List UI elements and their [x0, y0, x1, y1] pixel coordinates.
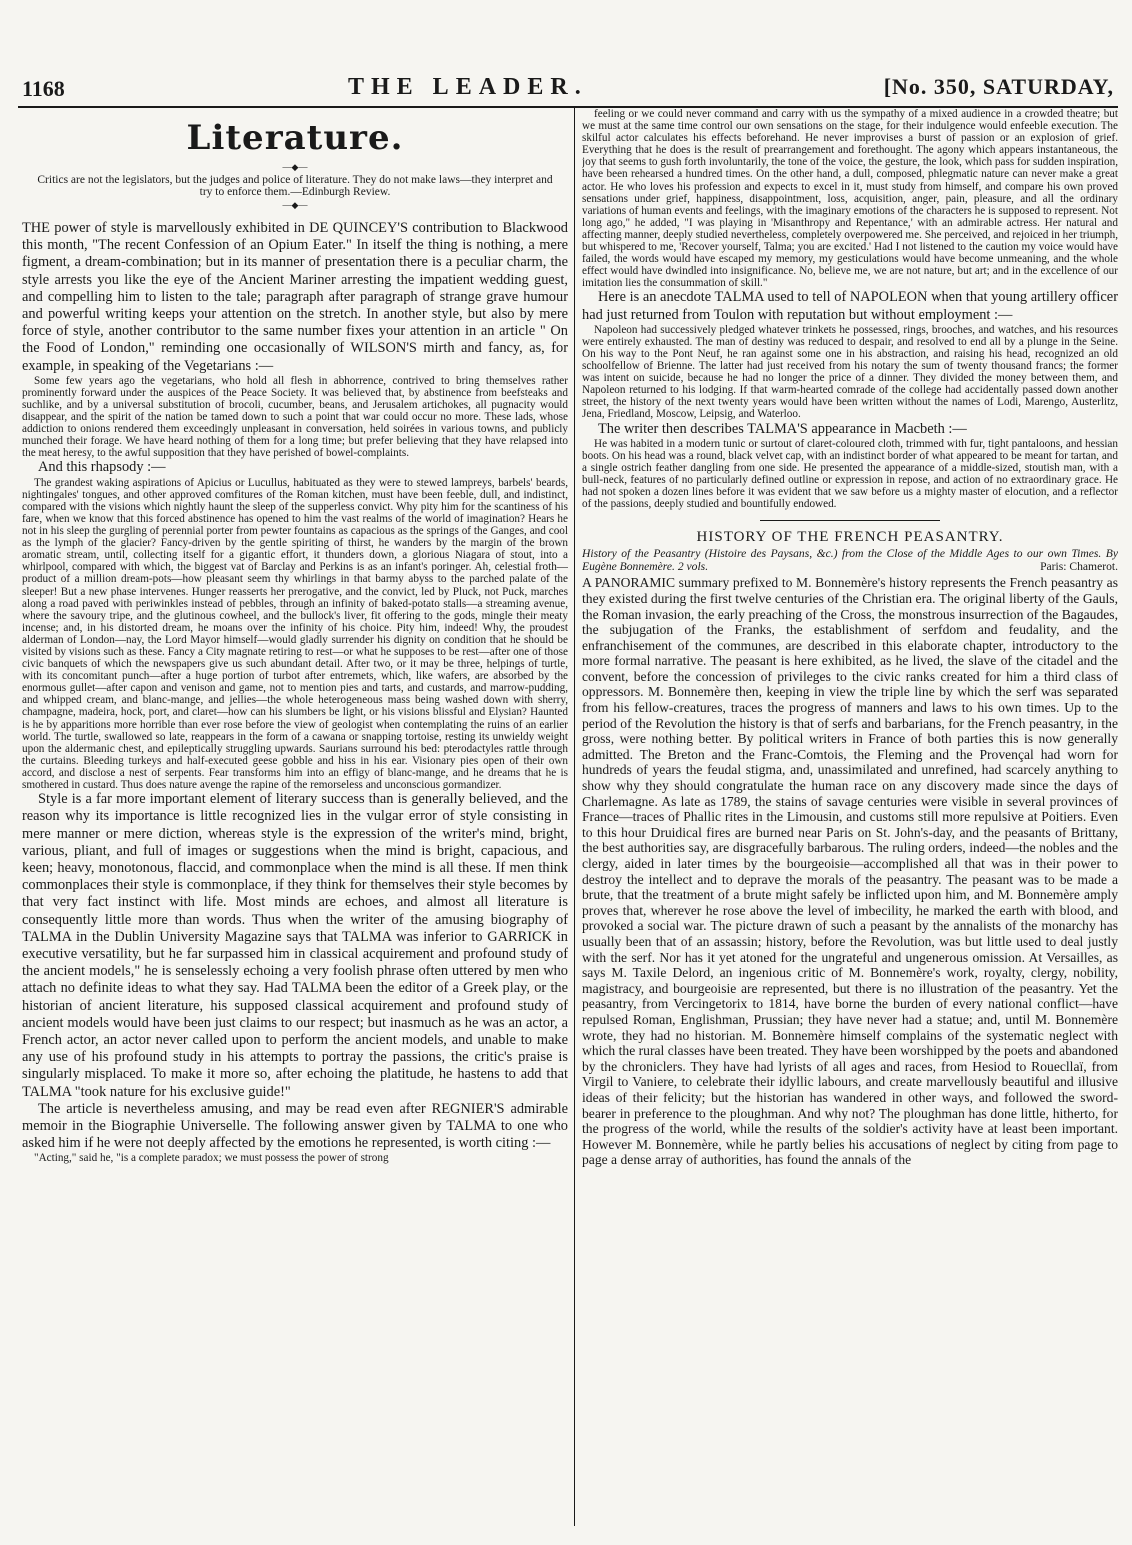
- review-body: A PANORAMIC summary prefixed to M. Bonnemère's history represents the French peasantry as they existed during the first twelve centuries of the Christian era. The original liberty of the Gauls, the Roman invasion, the early preaching of the Cross, the monstrous insurrection of the Bagaudes, the subjugation of the Franks, the establishment of serfdom and feudality, and the enfranchisement of the communes, are described in this elaborate chapter, introductory to the more formal narrative. The peasant is here exhibited, as he lived, the slave of the citadel and the convent, before the concession of privileges to the civic ranks created for him a third class of oppressors. M. Bonnemère then, keeping in view the triple line by which the serf was separated from his fellow-creatures, traces the progress of manners and laws to his own times. Up to the period of the Revolution the history is that of serfs and barbarians, for the French peasantry, in the gross, were nothing better. By political writers in France of both parties this is now generally admitted. The Breton and the Franc-Comtois, the Fleming and the Provençal had worn for hundreds of years the feudal stigma, and, unassimilated and unrefined, had scarcely anything to show why they should congratulate the human race on any discovery made since the days of Charlemagne. As late as 1789, the stains of savage centuries were visible in several provinces of France—traces of Phallic rites in the Limousin, and customs still more repulsive at Poitiers. Even to this hour Druidical fires are burned near Paris on St. John's-day, and the peasants of Brittany, the best authorities say, are disgracefully barbarous. The ruling orders, indeed—the nobles and the clergy, aided in later times by the bourgeoisie—accomplished all that was in their power to destroy the intellect and to deprave the morals of the peasantry. The peasant was to be made a brute, that the treatment of a brute might safely be inflicted upon him, and M. Bonnemère amply proves that, wherever he rose above the level of imbecility, he marked the earth with blood, and provoked a social war. The picture drawn of such a peasant by the annalists of the monarchy has usually been that of an assassin; history, before the Revolution, was but little used to deal justly with the serf. Nor has it yet atoned for the ungrateful and ungenerous omission. At Versailles, as says M. Taxile Delord, an ingenious critic of M. Bonnemère's work, royalty, clergy, nobility, magistracy, and bourgeoisie are represented, but there is no illustration of the peasantry. Yet the peasantry, from Vercingetorix to 1814, have borne the burden of every national conflict—have repulsed Roman, Englishman, Prussian; they have never had a statue; and, until M. Bonnemère wrote, they had no historian. M. Bonnemère himself complains of the systematic neglect with which the rural classes have been treated. They have been worshipped by the poets and abandoned by the chroniclers. They have had lyrists of all ages and races, from Hesiod to Rouecllaï, from Virgil to Vaniere, to celebrate their idyllic labours, and create marvellously beautiful and illusive ideas of their felicity; but the historian has wandered in other ways, and followed the sword-bearer in preference to the ploughman. And why not? The ploughman has done little, hitherto, for the progress of the world, while the results of the soldier's activity have at least been important. However M. Bonnemère, while he partly belies his accusations of neglect by citing from page to page a dense array of authorities, has found the annals of the: [582, 575, 1118, 1168]
- newspaper-title: THE LEADER.: [348, 74, 588, 100]
- review-subtitle: [582, 548, 1118, 573]
- review-book-title: History of the Peasantry (Histoire des Paysans, &c.) from the Close of the Middle Ages to our own Times. By Eugène Bonnemère. 2 vols.: [582, 547, 1118, 573]
- review-heading: HISTORY OF THE FRENCH PEASANTRY.: [696, 529, 1004, 546]
- left-column: [22, 108, 568, 1528]
- masthead: [18, 70, 1118, 108]
- rhapsody-intro: And this rhapsody :—: [38, 459, 166, 476]
- macbeth-quote: He was habited in a modern tunic or surtout of claret-coloured cloth, trimmed with fur, tight pantaloons, and hessian boots. On his head was a round, black velvet cap, with an indistinct border of what appeared to be meant for tartan, and a single ostrich feather dangling from one side. He presented the appearance of a middle-sized, stoutish man, with a bull-neck, features of no particularly defined outline or expression in repose, and action of no extraordinary grace. He had not spoken a dozen lines before it was evident that we saw before us a mighty master of elocution, and a reflector of the passions, deeply studied and bountifully endowed.: [582, 437, 1118, 511]
- quote-vegetarians: Some few years ago the vegetarians, who hold all flesh in abhorrence, contrived to bring themselves rather prominently forward under the auspices of the Peace Society. It was believed that, by abstinence from beefsteaks and suchlike, and by a universal substitution of brocoli, cucumber, beans, and Jerusalem artichokes, all pugnacity would disappear, and the spirit of the nation be tamed down to such a point that war could occur no more. These lads, whose addiction to onions rendered them exceedingly unpleasant in conversation, held soirées in various towns, and publicly munched their forage. We have heard nothing of them for a long time; but prefer believing that they have relapsed into the meat heresy, to the awful supposition that they have perished of bowel-complaints.: [22, 374, 568, 460]
- quote-rhapsody: The grandest waking aspirations of Apicius or Lucullus, habituated as they were to stewed lampreys, barbels' beards, nightingales' tongues, and other approved comfitures of the Roman kitchen, must have been feeble, dull, and indistinct, compared with the visions which nightly haunt the sleep of the supperless convict. Why pity him for the scantiness of his fare, when we know that this forced abstinence has opened to him the vast realms of the world of imagination? Hears he not in his sleep the gurgling of perennial porter from pewter fountains as capacious as the springs of the Ganges, and cool as the lymph of the glacier? Fancy-driven by the gentle spiriting of thirst, he wanders by the margin of the brown aromatic stream, until, collecting itself for a gigantic effort, it thunders down, a glorious Niagara of stout, into a whirlpool, compared with which, the biggest vat of Barclay and Perkins is as an infant's poringer. Ah, celestial froth—product of a million dream-pots—how pleasant seem thy whirlings in that barmy abyss to the parched palate of the sleeper! But a new phase intervenes. Hunger reasserts her prerogative, and the convict, led by Pluck, not Puck, marches along a road paved with periwinkles instead of pebbles, through an infinity of baked-potato stalls—a streaming avenue, where the savoury tripe, and the glutinous cowheel, and the bullock's liver, fit offering to the gods, mingle their meaty incense; and, in his distorted dream, he moans over the infinity of his choice. Pity him, indeed! Why, the proudest alderman of London—nay, the Lord Mayor himself—would gladly surrender his dignity on condition that he should be visited by visions such as these. Fancy a City magnate retiring to rest—or what he supposes to be rest—after one of those civic banquets of which the newspapers give us such abundant detail. After two, or it may be three, helpings of turtle, with its concomitant punch—after a huge portion of turbot after entremets, which, like wafers, are absorbed by the enormous gullet—after capon and venison and game, not to mention pies and tarts, and custards, and marrow-pudding, and whipped cream, and blanc-mange, and jellies—the whole heterogeneous mass being washed down with sherry, champagne, madeira, hock, port, and claret—how can his slumbers be light, or his visions blissful and Elysian? Haunted is he by apparitions more horrible than ever rose before the view of geologist when contemplating the ruins of an earlier world. The turtle, swallowed so late, reappears in the form of a cawana or snapping tortoise, resting its unwieldy weight upon the aldermanic chest, and epileptically struggling upwards. Saurians surround his bed: pterodactyles rattle through the curtains. Bleeding turkeys and half-executed geese gobble and hiss in his ear. Visionary pies open of their own accord, and disclose a nest of serpents. Fear transforms him into an effigy of blanc-mange, and he dreams that he is smothered in custard. Thus does nature avenge the rapine of the remorseless and unconscious gormandizer.: [22, 476, 568, 792]
- right-column: [582, 108, 1118, 1528]
- anecdote-intro: Here is an anecdote TALMA used to tell of NAPOLEON when that young artillery officer had just returned from Toulon with reputation but without employment :—: [582, 289, 1118, 323]
- acting-quote: "Acting," said he, "is a complete paradox; we must possess the power of strong: [34, 1152, 389, 1165]
- issue-number: [No. 350, SATURDAY,: [883, 74, 1114, 99]
- column-divider: [574, 106, 575, 1526]
- page-number: 1168: [22, 76, 65, 101]
- horizontal-rule: [760, 520, 940, 521]
- article-paragraph: The article is nevertheless amusing, and may be read even after REGNIER'S admirable memoir in the Biographie Universelle. The following answer given by TALMA to one who asked him if he were not deeply affected by the emotions he represented, is worth citing :—: [22, 1100, 568, 1152]
- talma-quote: feeling or we could never command and carry with us the sympathy of a mixed audience in a crowded theatre; but we must at the same time control our own sensations on the stage, for their indulgence would enfeeble execution. The skilful actor calculates his effects beforehand. He never improvises a burst of passion or an explosion of grief. Everything that he does is the result of prearrangement and forethought. The agony which appears instantaneous, the joy that seems to gush forth involuntarily, the tone of the voice, the gesture, the look, which pass for sudden inspiration, have been rehearsed a hundred times. On the other hand, a dull, composed, phlegmatic nature can never make a great actor. He who loves his profession and expects to excel in it, must study from himself, and compare his own proved sensations under grief, happiness, disappointment, loss, acquisition, anger, pain, pleasure, and all the ordinary variations of human events and feelings, with the imaginary emotions of the characters he is supposed to represent. Not long ago," he added, "I was playing in 'Misanthropy and Repentance,' with an admirable actress. Her natural and affecting manner, deeply studied nevertheless, completely overpowered me. She perceived, and rejoiced in her triumph, but whispered to me, 'Recover yourself, Talma; you are excited.' Had I not listened to the caution my voice would have failed, the words would have escaped my memory, my gesticulations would have become unmeaning, and the whole effect would have dwindled into insignificance. No, believe me, we are not nature, but art; and in the excellence of our imitation lies the consummation of skill.": [582, 108, 1118, 290]
- ornament-divider: —◆—: [282, 200, 308, 210]
- epigraph: Critics are not the legislators, but the judges and police of literature. They do not make laws—they interpret and try to enforce them.—Edinburgh Review.: [37, 174, 553, 198]
- intro-paragraph: THE power of style is marvellously exhibited in DE QUINCEY'S contribution to Blackwood this month, "The recent Confession of an Opium Eater." In itself the thing is nothing, a mere figment, a dream-combination; but in its manner of presentation there is a peculiar charm, the style arrests you like the eye of the Ancient Mariner arresting the impatient wedding guest, and compelling him to listen to the tale; paragraph after paragraph of strange grave humour and powerful writing keeps your attention on the stretch. In another style, but also by mere force of style, another contributor to the same number fixes your attention in an article " On the Food of London," reminding one occasionally of WILSON'S mirth and fancy, as, for example, in speaking of the Vegetarians :—: [22, 220, 568, 374]
- style-paragraph: Style is a far more important element of literary success than is generally believed, and the reason why its importance is little recognized lies in the vulgar error of style consisting in mere manner or mere diction, whereas style is the expression of the writer's mind, bright, various, pliant, and full of images or suggestions when the mind is bright, capacious, and keen; heavy, monotonous, flaccid, and commonplace when the mind is all these. If men think commonplaces their style is commonplace, if they think for themselves their style becomes by that very fact instinct with life. Most minds are echoes, and almost all literature is consequently little more than words. Thus when the writer of the amusing biography of TALMA in the Dublin University Magazine says that TALMA was inferior to GARRICK in executive versatility, but he far surpassed him in classical acquirement and profound study of the ancient models," he is senselessly echoing a very foolish phrase often uttered by men who attach no definite ideas to what they say. Had TALMA been the editor of a Greek play, or the historian of ancient literature, his supposed classical acquirement and profound study of ancient models would have been just claims to our respect; but inasmuch as he was an actor, a French actor, an actor never called upon to perform the ancient models, and unable to make any use of his profound study in his attempts to portray the passions, the critic's praise is singularly misplaced. To make it more so, after echoing the platitude, he hastens to add that TALMA "took nature for his exclusive guide!": [22, 791, 568, 1100]
- section-title: Literature.: [186, 118, 404, 158]
- ornament-divider: —◆—: [282, 162, 308, 172]
- macbeth-intro: The writer then describes TALMA'S appearance in Macbeth :—: [598, 420, 967, 437]
- napoleon-quote: Napoleon had successively pledged whatever trinkets he possessed, rings, brooches, and watches, and his resources were entirely exhausted. The man of destiny was reduced to despair, and resolved to end all by a plunge in the Seine. On his way to the Pont Neuf, he ran against some one in his abstraction, and raising his head, recognized an old schoolfellow of Brienne. The latter had just received from his notary the sum of twenty thousand francs; the former was intent on suicide, because he had no longer the price of a dinner. They divided the money between them, and Napoleon returned to his lodging. If that warm-hearted comrade of the college had accidentally passed down another street, the history of the next twenty years would have been written without the names of Lodi, Marengo, Austerlitz, Jena, Friedland, Moscow, Leipsig, and Waterloo.: [582, 323, 1118, 421]
- review-publisher: Paris: Chamerot.: [1040, 559, 1118, 573]
